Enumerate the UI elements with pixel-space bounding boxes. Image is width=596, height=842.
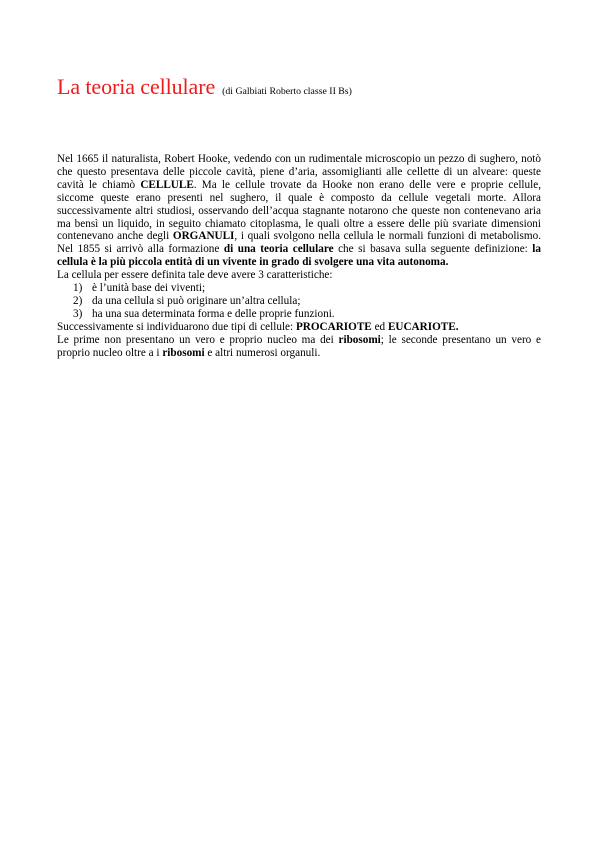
- term-procariote: PROCARIOTE: [295, 320, 372, 333]
- paragraph-history-text-1: Nel 1665 il naturalista, Robert Hooke, vedendo con un rudimentale microscopio un pezzo di sughero, notò che questo presentava delle piccole cavità, piene d’aria, assomiglianti alle cellette di un alveare: queste cavità le chiamò: [57, 153, 541, 191]
- paragraph-cell-types: [57, 321, 541, 334]
- list-item-number: 3): [73, 307, 83, 320]
- paragraph-cell-types-text-1: Successivamente si individuarono due tipi di cellule:: [57, 320, 296, 333]
- document-body: [57, 153, 541, 360]
- list-item-text: da una cellula si può originare un’altra cellula;: [92, 294, 301, 307]
- term-cellule: CELLULE: [140, 178, 194, 191]
- list-item-text: ha una sua determinata forma e delle proprie funzioni.: [92, 307, 335, 320]
- paragraph-cell-differences-text-1: Le prime non presentano un vero e proprio nucleo ma dei: [57, 333, 339, 346]
- term-teoria-cellulare: di una teoria cellulare: [223, 243, 334, 256]
- paragraph-cell-differences: [57, 334, 541, 360]
- term-organuli: ORGANULI: [172, 230, 235, 243]
- paragraph-history: [57, 153, 541, 269]
- list-item: [57, 282, 541, 295]
- document-subtitle: (di Galbiati Roberto classe II Bs): [222, 86, 352, 97]
- list-item: [57, 295, 541, 308]
- list-item-number: 1): [73, 282, 83, 295]
- title-line: [57, 74, 557, 100]
- paragraph-history-text-4: che si basava sulla seguente definizione:: [333, 243, 533, 256]
- characteristics-list: [57, 282, 541, 321]
- paragraph-cell-types-text-2: ed: [371, 320, 388, 333]
- paragraph-cell-differences-text-3: e altri numerosi organuli.: [204, 346, 321, 359]
- list-item-number: 2): [73, 294, 83, 307]
- list-item: [57, 308, 541, 321]
- term-ribosomi-2: ribosomi: [162, 346, 205, 359]
- list-item-text: è l’unità base dei viventi;: [92, 282, 206, 295]
- term-ribosomi: ribosomi: [338, 333, 381, 346]
- cell-definition: la cellula è la più piccola entità di un vivente in grado di svolgere una vita autonoma.: [57, 243, 541, 269]
- term-eucariote: EUCARIOTE.: [387, 320, 459, 333]
- paragraph-history-text-3: , i quali svolgono nella cellula le normali funzioni di metabolismo. Nel 1855 si arrivò alla formazione: [57, 230, 541, 256]
- paragraph-cell-differences-text-2: ; le seconde presentano un vero e proprio nucleo oltre a i: [57, 333, 541, 359]
- document-title: La teoria cellulare: [57, 74, 216, 99]
- paragraph-characteristics-intro: La cellula per essere definita tale deve avere 3 caratteristiche:: [57, 269, 333, 282]
- paragraph-history-text-2: . Ma le cellule trovate da Hooke non erano delle vere e proprie cellule, siccome queste erano presenti nel sughero, il quale è composto da cellule vegetali morte. Allora successivamente altri studiosi, osservando dell’acqua stagnante notarono che queste non contenevano aria ma bensì un liquido, in seguito chiamato citoplasma, le quali oltre a essere delle più svariate dimensioni contenevano anche degli: [57, 178, 541, 243]
